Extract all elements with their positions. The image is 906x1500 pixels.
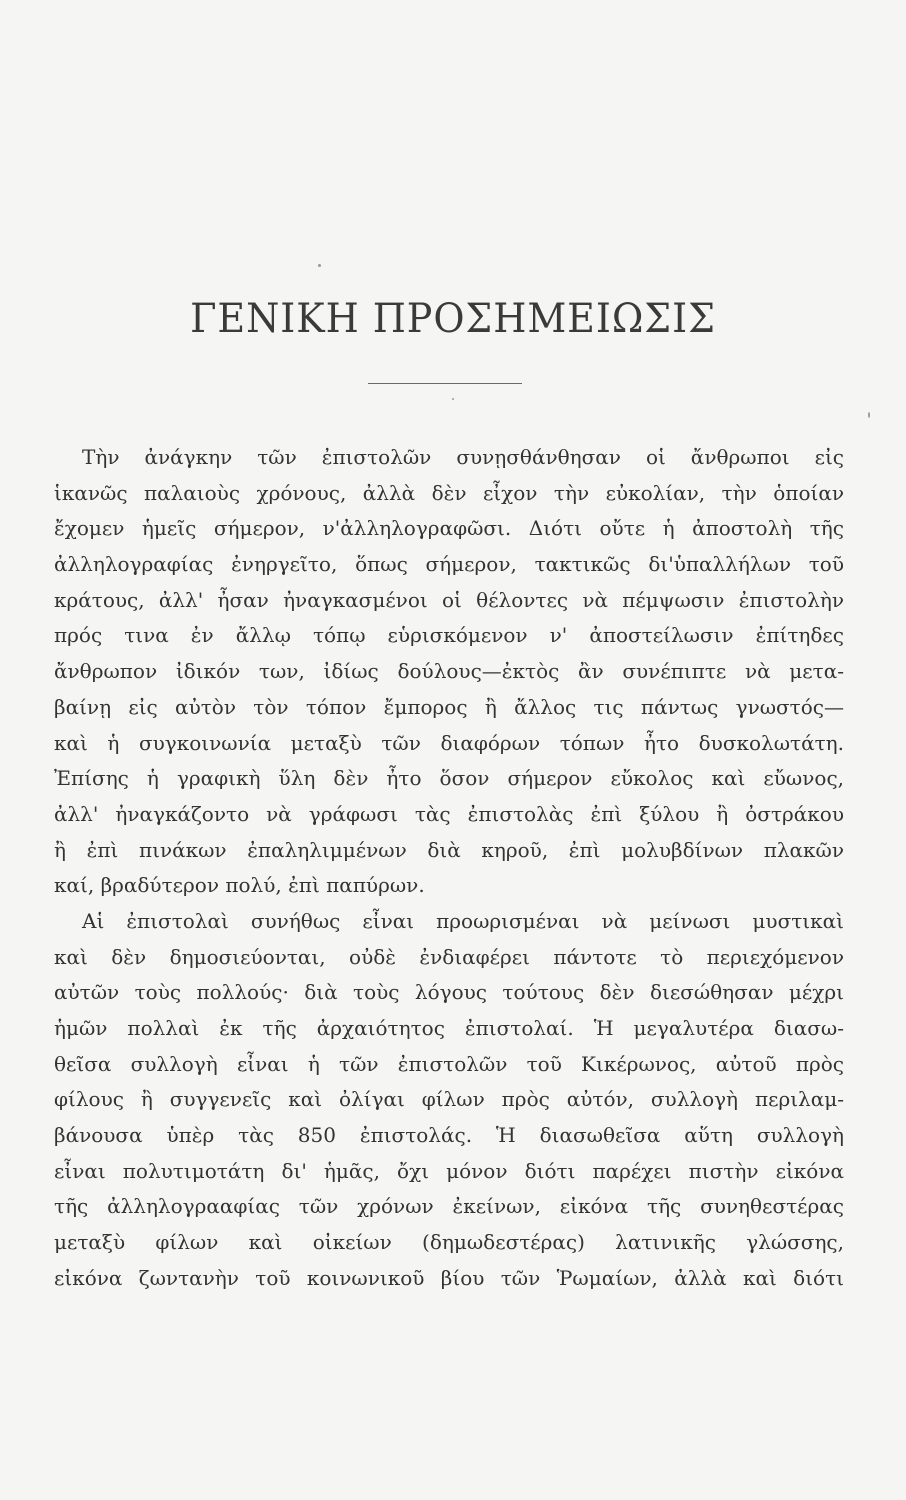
print-speck [452,398,454,400]
text-line: τῆς ἀλληλογρααφίας τῶν χρόνων ἐκείνων, εἰκόνα τῆς συνηθεστέρας [54,1194,844,1219]
text-line: ἀλληλογραφίας ἐνηργεῖτο, ὅπως σήμερον, τακτικῶς δι'ὑπαλλήλων τοῦ [54,552,844,577]
text-line: ἡμῶν πολλαὶ ἐκ τῆς ἀρχαιότητος ἐπιστολαί. Ἡ μεγαλυτέρα διασω- [54,1016,844,1040]
text-line: ἀλλ' ἠναγκάζοντο νὰ γράφωσι τὰς ἐπιστολὰς ἐπὶ ξύλου ἢ ὀστράκου [54,801,844,826]
text-line: καὶ δὲν δημοσιεύονται, οὐδὲ ἐνδιαφέρει πάντοτε τὸ περιεχόμενον [54,944,844,969]
text-line: φίλους ἢ συγγενεῖς καὶ ὀλίγαι φίλων πρὸς αὐτόν, συλλογὴ περιλαμ- [54,1087,844,1112]
body-text [54,440,844,1297]
text-line: Αἱ ἐπιστολαὶ συνήθως εἶναι προωρισμέναι νὰ μείνωσι μυστικαὶ [82,908,844,933]
text-line: κράτους, ἀλλ' ἦσαν ἠναγκασμένοι οἱ θέλοντες νὰ πέμψωσιν ἐπιστολὴν [54,587,844,612]
text-line: εἶναι πολυτιμοτάτη δι' ἡμᾶς, ὄχι μόνον διότι παρέχει πιστὴν εἰκόνα [54,1158,844,1183]
text-line: μεταξὺ φίλων καὶ οἰκείων (δημωδεστέρας) λατινικῆς γλώσσης, [54,1230,844,1255]
text-line: πρός τινα ἐν ἄλλῳ τόπῳ εὑρισκόμενον ν' ἀποστείλωσιν ἐπίτηδες [54,623,844,648]
text-line: καὶ ἡ συγκοινωνία μεταξὺ τῶν διαφόρων τόπων ἦτο δυσκολωτάτη. [54,730,844,755]
print-speck [868,412,870,418]
title-divider [368,383,522,384]
text-line: ἔχομεν ἡμεῖς σήμερον, ν'ἀλληλογραφῶσι. Διότι οὔτε ἡ ἀποστολὴ τῆς [54,516,844,541]
text-line: ἱκανῶς παλαιοὺς χρόνους, ἀλλὰ δὲν εἶχον τὴν εὐκολίαν, τὴν ὁποίαν [54,480,844,505]
print-speck [318,264,321,267]
text-line: Τὴν ἀνάγκην τῶν ἐπιστολῶν συνῃσθάνθησαν οἱ ἄνθρωποι εἰς [82,445,844,469]
text-line: θεῖσα συλλογὴ εἶναι ἡ τῶν ἐπιστολῶν τοῦ Κικέρωνος, αὐτοῦ πρὸς [54,1051,844,1076]
text-line: βαίνῃ εἰς αὐτὸν τὸν τόπον ἔμπορος ἢ ἄλλος τις πάντως γνωστός— [54,694,844,719]
page-title: ΓΕΝΙΚΗ ΠΡΟΣΗΜΕΙΩΣΙΣ [190,296,716,342]
text-line: αὐτῶν τοὺς πολλούς· διὰ τοὺς λόγους τούτους δὲν διεσώθησαν μέχρι [54,980,844,1005]
text-line: ἄνθρωπον ἰδικόν των, ἰδίως δούλους—ἐκτὸς ἂν συνέπιπτε νὰ μετα- [54,659,844,684]
text-line: εἰκόνα ζωντανὴν τοῦ κοινωνικοῦ βίου τῶν Ῥωμαίων, ἀλλὰ καὶ διότι [54,1265,844,1290]
text-line: Ἐπίσης ἡ γραφικὴ ὕλη δὲν ἦτο ὅσον σήμερον εὔκολος καὶ εὔωνος, [54,766,844,791]
text-line: καί, βραδύτερον πολύ, ἐπὶ παπύρων. [54,873,425,898]
text-line: ἢ ἐπὶ πινάκων ἐπαληλιμμένων διὰ κηροῦ, ἐπὶ μολυβδίνων πλακῶν [54,837,844,862]
text-line: βάνουσα ὑπὲρ τὰς 850 ἐπιστολάς. Ἡ διασωθεῖσα αὕτη συλλογὴ [54,1123,844,1148]
